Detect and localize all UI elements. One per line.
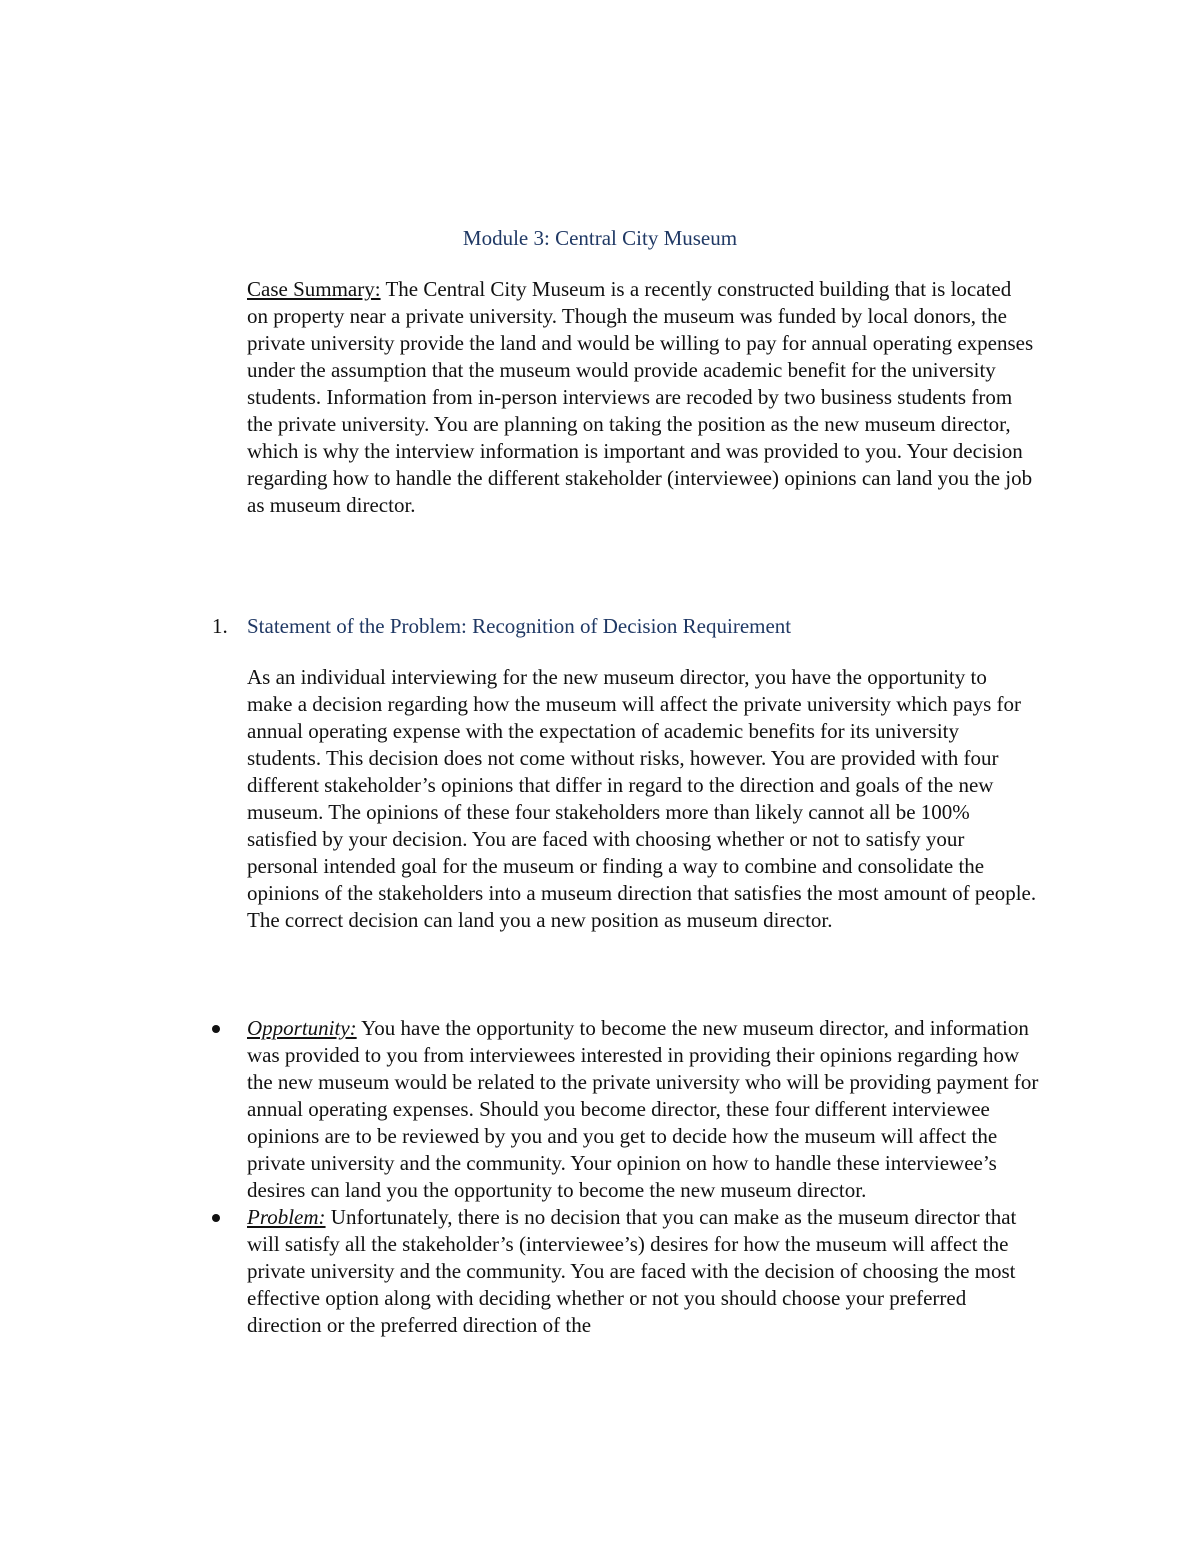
bullet-icon — [212, 1214, 220, 1222]
problem-statement-paragraph: As an individual interviewing for the new museum director, you have the opportunity to make a decision regarding how the museum will affect the private university which pays for annual operating expense with the expectation of academic benefits for its university students. This decision does not come without risks, however. You are provided with four different stakeholder’s opinions that differ in regard to the direction and goals of the new museum. The opinions of these four stakeholders more than likely cannot all be 100% satisfied by your decision. You are faced with choosing whether or not to satisfy your personal intended goal for the museum or finding a way to combine and consolidate the opinions of the stakeholders into a museum direction that satisfies the most amount of people. The correct decision can land you a new position as museum director. — [247, 665, 1037, 932]
list-item — [212, 1204, 1042, 1339]
section-heading-text: Statement of the Problem: Recognition of Decision Requirement — [247, 614, 792, 638]
problem-text: Unfortunately, there is no decision that you can make as the museum director that will satisfy all the stakeholder’s (interviewee’s) desires for how the museum will affect the private university and the community. You are faced with the decision of choosing the most effective option along with deciding whether or not you should choose your preferred direction or the preferred direction of the — [247, 1205, 1017, 1337]
section-number: 1. — [212, 614, 228, 638]
case-summary-label: Case Summary: — [247, 277, 381, 301]
bullet-list — [212, 1015, 1042, 1339]
case-summary-paragraph — [247, 276, 1037, 519]
document-title: Module 3: Central City Museum — [462, 226, 738, 250]
problem-label: Problem: — [247, 1205, 326, 1229]
bullet-icon — [212, 1025, 220, 1033]
opportunity-text: You have the opportunity to become the new museum director, and information was provided to you from interviewees interested in providing their opinions regarding how the new museum would be related to the private university who will be providing payment for annual operating expenses. Should you become director, these four different interviewee opinions are to be reviewed by you and you get to decide how the museum will affect the private university and the community. Your opinion on how to handle these interviewee’s desires can land you the opportunity to become the new museum director. — [247, 1016, 1039, 1202]
list-item — [212, 1015, 1042, 1204]
case-summary-text: The Central City Museum is a recently constructed building that is located on property near a private university. Though the museum was funded by local donors, the private university provide the land and would be willing to pay for annual operating expenses under the assumption that the museum would provide academic benefit for the university students. Information from in-person interviews are recoded by two business students from the private university. You are planning on taking the position as the new museum director, which is why the interview information is important and was provided to you. Your decision regarding how to handle the different stakeholder (interviewee) opinions can land you the job as museum director. — [247, 277, 1034, 517]
opportunity-label: Opportunity: — [247, 1016, 357, 1040]
section-heading — [212, 613, 1032, 640]
